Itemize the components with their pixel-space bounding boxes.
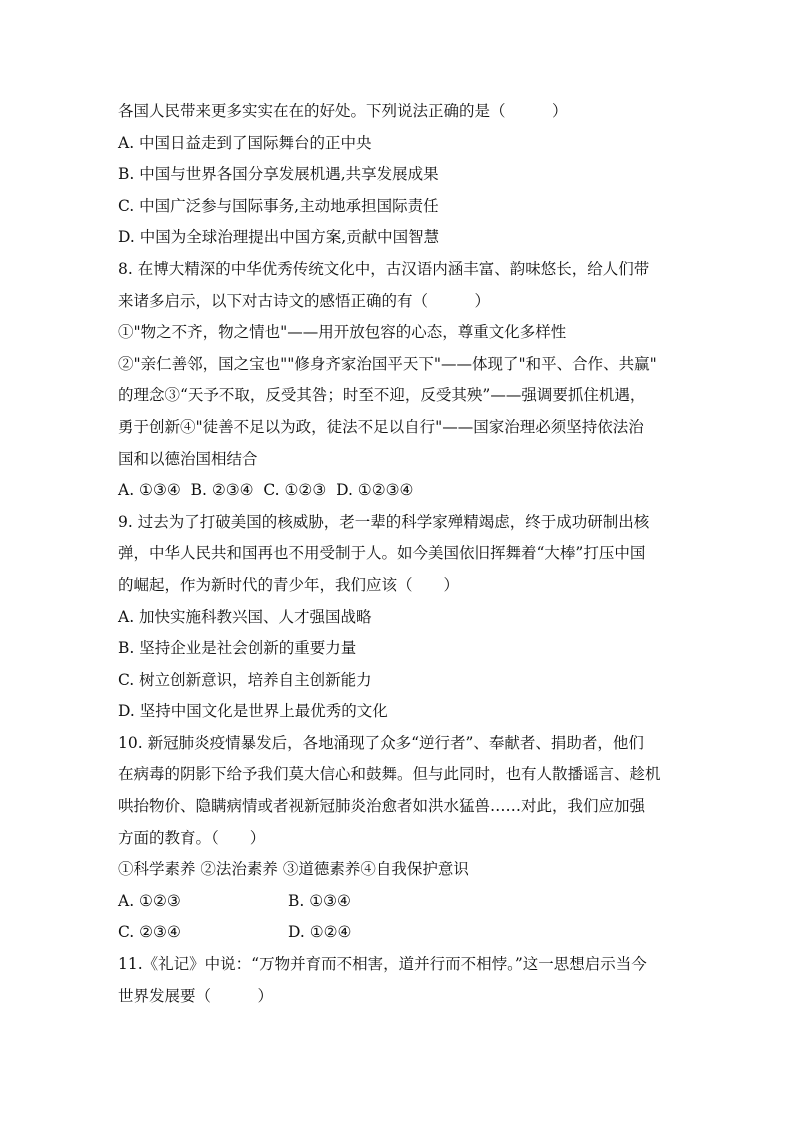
q10-option-b: B. ①③④ xyxy=(288,891,351,910)
q10-options-row-1 xyxy=(118,886,684,918)
q11-stem-line-2: 世界发展要（ ） xyxy=(118,986,274,1005)
q9-option-c: C. 树立创新意识，培养自主创新能力 xyxy=(118,670,372,689)
q10-option-a: A. ①②③ xyxy=(118,891,181,910)
q8-item-line-3: 的理念③“天予不取，反受其咎；时至不迎，反受其殃”——强调要抓住机遇， xyxy=(118,386,646,405)
q8-item-line-5: 国和以德治国相结合 xyxy=(118,449,258,468)
q8-stem-line-2: 来诸多启示，以下对古诗文的感悟正确的有（ ） xyxy=(118,291,491,310)
q9-stem-line-2: 弹，中华人民共和国再也不用受制于人。如今美国依旧挥舞着“大棒”打压中国 xyxy=(118,544,646,563)
q7-option-d: D. 中国为全球治理提出中国方案,贡献中国智慧 xyxy=(118,228,440,247)
q7-option-b: B. 中国与世界各国分享发展机遇,共享发展成果 xyxy=(118,165,439,184)
q9-option-a: A. 加快实施科教兴国、人才强国战略 xyxy=(118,607,372,626)
exam-text xyxy=(118,96,684,1012)
q10-option-c: C. ②③④ xyxy=(118,923,181,942)
q10-items: ①科学素养 ②法治素养 ③道德素养④自我保护意识 xyxy=(118,860,469,879)
q9-option-b: B. 坚持企业是社会创新的重要力量 xyxy=(118,639,357,658)
q8-options: A. ①③④ B. ②③④ C. ①②③ D. ①②③④ xyxy=(118,481,414,500)
q10-stem-line-3: 哄抬物价、隐瞒病情或者视新冠肺炎治愈者如洪水猛兽……对此，我们应加强 xyxy=(118,797,646,816)
q10-options-row-2 xyxy=(118,917,684,949)
q7-stem-end: 各国人民带来更多实实在在的好处。下列说法正确的是（ ） xyxy=(118,102,568,120)
q9-stem-line-1: 9. 过去为了打破美国的核威胁，老一辈的科学家殚精竭虑，终于成功研制出核 xyxy=(118,512,650,531)
q9-option-d: D. 坚持中国文化是世界上最优秀的文化 xyxy=(118,702,388,721)
q9-stem-line-3: 的崛起，作为新时代的青少年，我们应该（ ） xyxy=(118,575,460,594)
q11-stem-line-1: 11.《礼记》中说：“万物并育而不相害，道并行而不相悖。”这一思想启示当今 xyxy=(118,955,647,974)
q10-stem-line-2: 在病毒的阴影下给予我们莫大信心和鼓舞。但与此同时，也有人散播谣言、趁机 xyxy=(118,765,661,784)
q8-item-line-1: ①"物之不齐，物之情也"——用开放包容的心态，尊重文化多样性 xyxy=(118,323,567,342)
q10-option-d: D. ①②④ xyxy=(288,923,352,942)
q10-stem-line-4: 方面的教育。（ ） xyxy=(118,828,266,847)
q8-item-line-2: ②"亲仁善邻，国之宝也""修身齐家治国平天下"——体现了"和平、合作、共赢" xyxy=(118,354,657,373)
q7-option-c: C. 中国广泛参与国际事务,主动地承担国际责任 xyxy=(118,196,439,215)
q8-stem-line-1: 8. 在博大精深的中华优秀传统文化中，古汉语内涵丰富、韵味悠长，给人们带 xyxy=(118,259,650,278)
q7-option-a: A. 中国日益走到了国际舞台的正中央 xyxy=(118,133,372,152)
q10-stem-line-1: 10. 新冠肺炎疫情暴发后，各地涌现了众多“逆行者”、奉献者、捐助者，他们 xyxy=(118,733,644,752)
q8-item-line-4: 勇于创新④"徒善不足以为政，徒法不足以自行"——国家治理必须坚持依法治 xyxy=(118,417,644,436)
